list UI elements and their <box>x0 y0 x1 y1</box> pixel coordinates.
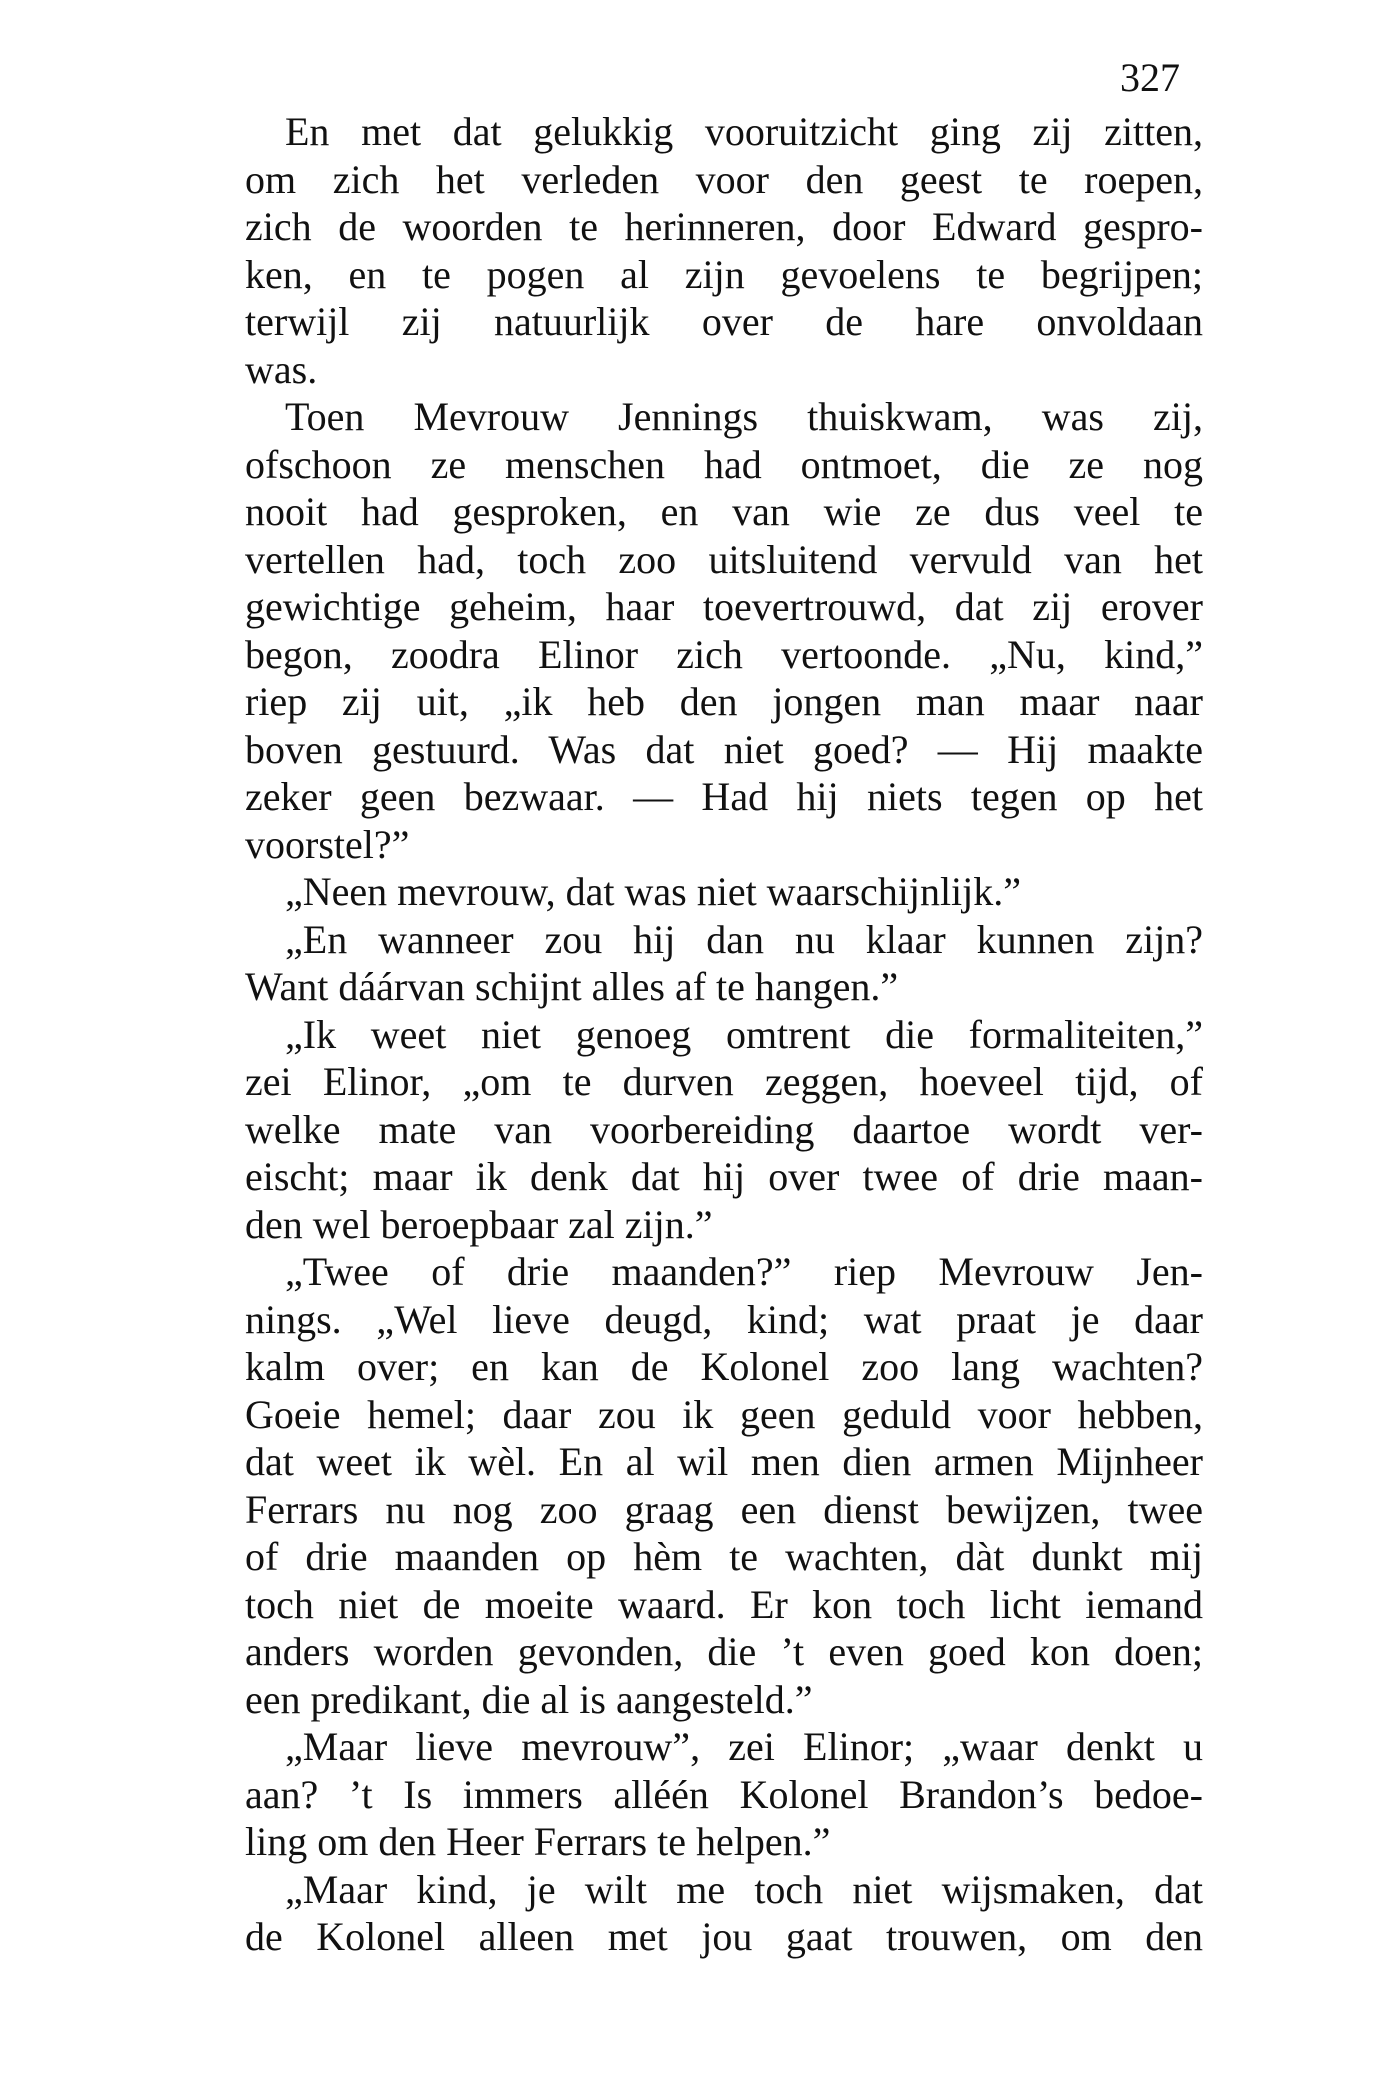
text-line: „Maar lieve mevrouw”, zei Elinor; „waar denkt u <box>285 1724 1203 1769</box>
text-line: anders worden gevonden, die ’t even goed kon doen; <box>245 1629 1203 1674</box>
text-line: boven gestuurd. Was dat niet goed? — Hij maakte <box>245 726 1203 772</box>
text-line: eischt; maar ik denk dat hij over twee of drie maan- <box>245 1154 1203 1199</box>
text-line: de Kolonel alleen met jou gaat trouwen, om den <box>245 1914 1203 1959</box>
text-line: was. <box>245 346 318 392</box>
text-line: dat weet ik wèl. En al wil men dien armen Mijnheer <box>245 1439 1203 1484</box>
text-line: riep zij uit, „ik heb den jongen man maar naar <box>245 679 1203 724</box>
text-line: vertellen had, toch zoo uitsluitend vervuld van het <box>245 536 1203 582</box>
text-line: begon, zoodra Elinor zich vertoonde. „Nu, kind,” <box>245 631 1203 677</box>
text-line: of drie maanden op hèm te wachten, dàt dunkt mij <box>245 1534 1203 1579</box>
text-line: aan? ’t Is immers alléén Kolonel Brandon’s bedoe- <box>245 1771 1203 1817</box>
text-line: Toen Mevrouw Jennings thuiskwam, was zij, <box>285 394 1203 439</box>
text-line: „Neen mevrouw, dat was niet waarschijnlijk.” <box>285 869 1022 914</box>
text-line: zei Elinor, „om te durven zeggen, hoeveel tijd, of <box>245 1059 1203 1104</box>
body-text <box>245 108 1203 1961</box>
text-line: ken, en te pogen al zijn gevoelens te begrijpen; <box>245 251 1203 297</box>
page-number: 327 <box>1120 55 1180 100</box>
text-line: zich de woorden te herinneren, door Edward gespro- <box>245 204 1203 249</box>
text-line: nings. „Wel lieve deugd, kind; wat praat je daar <box>245 1296 1203 1342</box>
text-line: zeker geen bezwaar. — Had hij niets tegen op het <box>245 774 1203 819</box>
text-line: „Twee of drie maanden?” riep Mevrouw Jen- <box>285 1249 1203 1294</box>
text-line: voorstel?” <box>245 821 410 867</box>
text-line: ofschoon ze menschen had ontmoet, die ze nog <box>245 441 1203 487</box>
text-line: „Ik weet niet genoeg omtrent die formaliteiten,” <box>285 1011 1203 1057</box>
text-line: En met dat gelukkig vooruitzicht ging zij zitten, <box>285 109 1203 154</box>
text-line: welke mate van voorbereiding daartoe wordt ver- <box>245 1106 1203 1152</box>
text-line: kalm over; en kan de Kolonel zoo lang wachten? <box>245 1344 1203 1389</box>
text-line: een predikant, die al is aangesteld.” <box>245 1676 813 1722</box>
text-line: ling om den Heer Ferrars te helpen.” <box>245 1819 831 1864</box>
text-line: Goeie hemel; daar zou ik geen geduld voor hebben, <box>245 1391 1203 1437</box>
text-line: terwijl zij natuurlijk over de hare onvoldaan <box>245 299 1203 344</box>
text-line: Want dáárvan schijnt alles af te hangen.” <box>245 964 899 1009</box>
text-line: „Maar kind, je wilt me toch niet wijsmaken, dat <box>285 1866 1203 1912</box>
text-line: om zich het verleden voor den geest te roepen, <box>245 156 1203 202</box>
text-line: „En wanneer zou hij dan nu klaar kunnen zijn? <box>285 916 1203 962</box>
text-line: Ferrars nu nog zoo graag een dienst bewijzen, twee <box>245 1486 1203 1532</box>
text-line: nooit had gesproken, en van wie ze dus veel te <box>245 489 1203 534</box>
text-line: toch niet de moeite waard. Er kon toch licht iemand <box>245 1581 1203 1627</box>
text-line: gewichtige geheim, haar toevertrouwd, dat zij erover <box>245 584 1203 629</box>
text-line: den wel beroepbaar zal zijn.” <box>245 1201 713 1247</box>
